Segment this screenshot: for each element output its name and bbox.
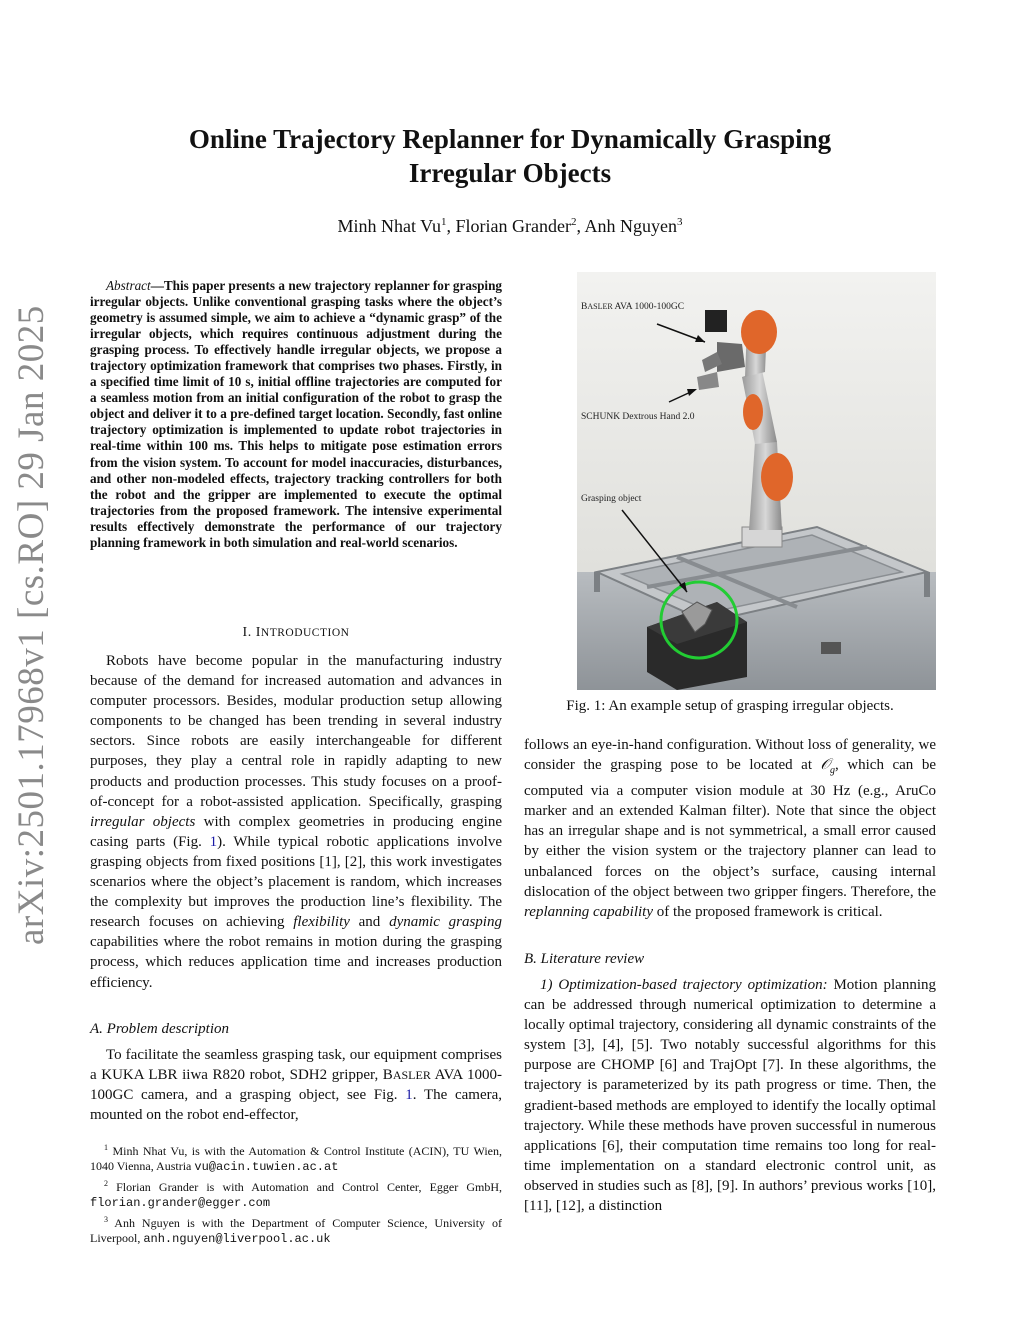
author-3: Anh Nguyen: [584, 216, 678, 236]
figure-label-camera: BASLER AVA 1000-100GC: [581, 302, 685, 312]
author-list: Minh Nhat Vu$^1$, Florian Grander$^2$, Anh Nguyen$^3$: [337, 216, 683, 236]
figure-robot-setup: [577, 272, 936, 690]
footnote-1: $^1$ Minh Nhat Vu, is with the Automation & Control Institute (ACIN), TU Wien, 1040 Vienna, Austria vu@acin.tuwien.ac.at: [90, 1143, 503, 1175]
figure-label-hand: SCHUNK Dextrous Hand 2.0: [581, 412, 695, 422]
email-link[interactable]: anh.nguyen@liverpool.ac.uk: [143, 1232, 331, 1247]
problem-description-paragraph: To facilitate the seamless grasping task, our equipment comprises a KUKA LBR iiwa R820 robot, SDH2 gripper, BASLER AVA 1000-100GC camera, and a grasping object, see Fig. 1. The camera, mounted on the robot end-effector,: [90, 1047, 503, 1124]
author-2: Florian Grander: [455, 216, 572, 236]
footnote-3: $^3$ Anh Nguyen is with the Department of Computer Science, University of Liverpool, anh.nguyen@liverpool.ac.uk: [90, 1214, 503, 1247]
paper-title: [110, 122, 910, 190]
figure-label-object: Grasping object: [581, 494, 642, 504]
title-line-1: Online Trajectory Replanner for Dynamically Grasping: [188, 124, 832, 154]
figure-caption: Fig. 1: An example setup of grasping irregular objects.: [566, 698, 894, 714]
title-line-2: Irregular Objects: [408, 158, 612, 188]
figure-link[interactable]: 1: [209, 833, 218, 850]
email-link[interactable]: florian.grander@egger.com: [90, 1196, 271, 1211]
paragraph-heading: 1) Optimization-based trajectory optimization:: [540, 977, 828, 993]
footnote-2: $^2$ Florian Grander is with Automation and Control Center, Egger GmbH, florian.grander@egger.com: [90, 1178, 503, 1211]
author-1-affil: 1: [441, 216, 447, 228]
abstract-text: This paper presents a new trajectory replanner for grasping irregular objects. Unlike conventional grasping tasks where the object’s geometry is assumed simple, we aim to achieve a “dynamic grasp” of the irregular objects, which requires continuous adjustment during the grasping process. To effectively handle irregular objects, we propose a trajectory optimization framework that comprises two phases. Firstly, in a specified time limit of 10 s, initial offline trajectories are computed for a seamless motion from an initial configuration of the robot to grasp the object and deliver it to a pre-defined target location. Secondly, fast online trajectory optimization is implemented to update robot trajectories in real-time within 100 ms. This helps to mitigate pose estimation errors from the vision system. To account for model inaccuracies, disturbances, and other non-modeled effects, trajectory tracking controllers for both the robot and the gripper are implemented to execute the optimal trajectories from the proposed framework. The intensive experimental results effectively demonstrate the performance of our trajectory planning framework in both simulation and real-world scenarios.: [90, 278, 502, 550]
introduction-paragraph: Robots have become popular in the manufacturing industry because of the demand for increased automation and advances in computer processors. Besides, modular production setup allowing components to be changed has been trending in several industry sectors. Since robots are easily interchangeable for different purposes, they play a central role in rapidly adapting to new products and production processes. This study focuses on a proof-of-concept for a robot-assisted application. Specifically, grasping irregular objects with complex geometries in producing engine casing parts (Fig. 1). While typical robotic applications involve grasping objects from fixed positions [1], [2], this work investigates scenarios where the object’s placement is random, which increases the complexity but improves the production line’s flexibility. The research focuses on achieving flexibility and dynamic grasping capabilities where the robot remains in motion during the grasping process, which reduces application time and increases production efficiency.: [90, 653, 503, 991]
author-1: Minh Nhat Vu: [337, 216, 442, 236]
footnotes: [90, 1140, 502, 1247]
right-column-paragraph-1: follows an eye-in-hand configuration. Without loss of generality, we consider the grasping pose to be located at 𝒪$_g$, which can be computed via a computer vision module at 30 Hz (e.g., AruCo marker and an extended Kalman filter). Note that since the object has an irregular shape and is not symmetrical, a small error caused by either the vision system or the trajectory planner can lead to unbalanced forces on the object’s surface, causing internal dislocation of the object between two gripper fingers. Therefore, the replanning capability of the proposed framework is critical.: [524, 737, 936, 920]
email-link[interactable]: vu@acin.tuwien.ac.at: [194, 1160, 339, 1175]
figure-link[interactable]: 1: [405, 1087, 413, 1104]
abstract: Abstract—This paper presents a new trajectory replanner for grasping irregular objects. Unlike conventional grasping tasks where the object’s geometry is assumed simple, we aim to achieve a “dynamic grasp” of the irregular objects, which requires continuous adjustment during the grasping process. To effectively handle irregular objects, we propose a trajectory optimization framework that comprises two phases. Firstly, in a specified time limit of 10 s, initial offline trajectories are computed for a seamless motion from an initial configuration of the robot to grasp the object and deliver it to a pre-defined target location. Secondly, fast online trajectory optimization is implemented to update robot trajectories in real-time within 100 ms. This helps to mitigate pose estimation errors from the vision system. To account for model inaccuracies, disturbances, and other non-modeled effects, trajectory tracking controllers for both the robot and the gripper are implemented to execute the optimal trajectories from the proposed framework. The intensive experimental results effectively demonstrate the performance of our trajectory planning framework in both simulation and real-world scenarios.: [90, 278, 502, 550]
subsection-heading-problem: A. Problem description: [90, 1021, 230, 1037]
author-2-affil: 2: [571, 216, 577, 228]
abstract-lead: Abstract: [106, 278, 151, 293]
subsection-heading-literature: B. Literature review: [524, 951, 645, 967]
arxiv-stamp: arXiv:2501.17968v1 [cs.RO] 29 Jan 2025: [11, 305, 52, 945]
robot-photo-illustration: [577, 272, 936, 690]
right-column-paragraph-2: 1) Optimization-based trajectory optimization: Motion planning can be addressed through numerical optimization to determine a locally optimal trajectory, considering all dynamic constraints of the system [3], [4], [5]. Two notably successful algorithms for this purpose are CHOMP [6] and TrajOpt [7]. In these algorithms, the trajectory is parameterized by its path progress or time. Then, the gradient-based methods are employed to identify the locally optimal trajectory. While these methods have proven successful in numerous applications [6], their computation time remains too long for real-time implementation on a standard electronic control unit, as observed in studies such as [8], [9]. In authors’ previous works [10], [11], [12], a distinction: [524, 977, 936, 1215]
section-heading-introduction: I. INTRODUCTION: [242, 625, 350, 640]
author-3-affil: 3: [677, 216, 683, 228]
